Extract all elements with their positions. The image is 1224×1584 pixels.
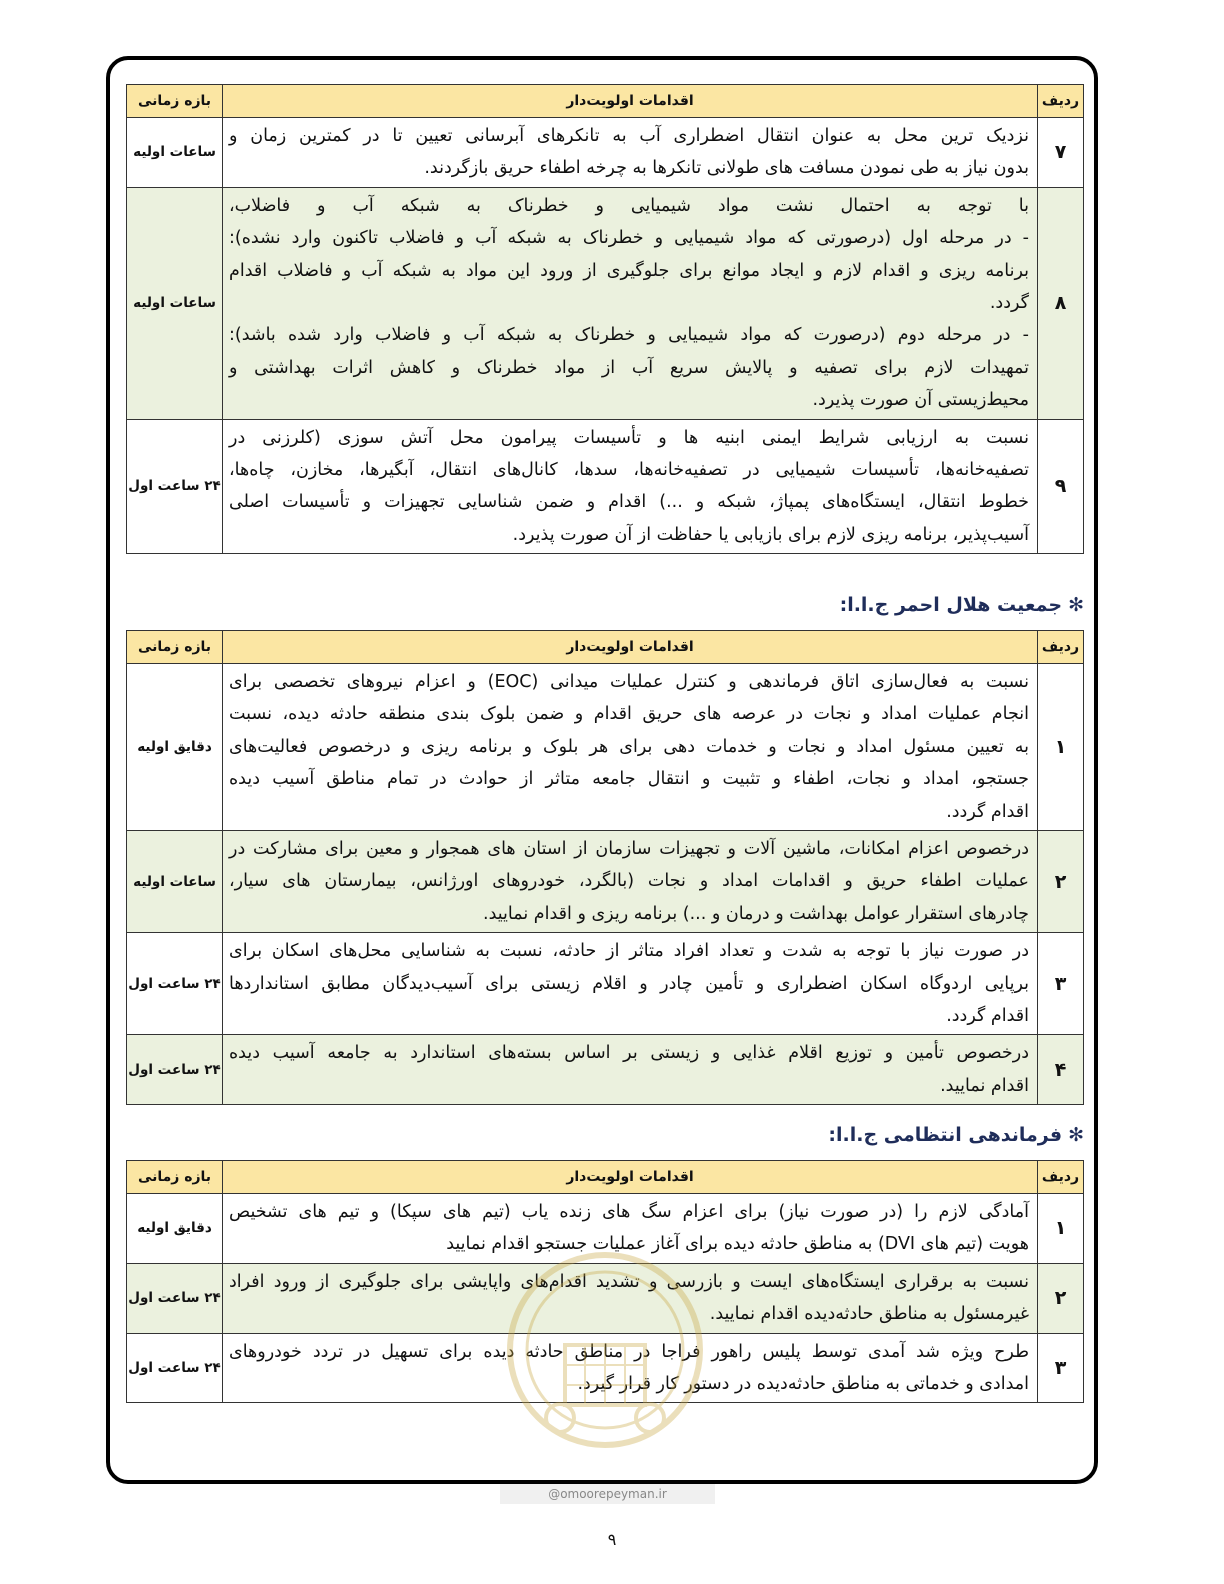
time-window: ساعات اولیه [127, 187, 223, 419]
header-radif: ردیف [1038, 1161, 1084, 1194]
time-window: دقایق اولیه [127, 664, 223, 831]
action-text-line: جستجو، امداد و نجات، اطفاء و تثبیت و انتقال جامعه متاثر از حوادث در تمام مناطق آسیب دیده [229, 769, 1029, 790]
time-window: دقایق اولیه [127, 1194, 223, 1264]
table-row [127, 1333, 1084, 1403]
table-row [127, 187, 1084, 419]
action-text [223, 187, 1038, 419]
header-radif: ردیف [1038, 631, 1084, 664]
action-text [223, 664, 1038, 831]
action-text-line: آمادگی لازم را (در صورت نیاز) برای اعزام سگ های زنده یاب (تیم های سپکا) و تیم های تشخیص [229, 1202, 1029, 1222]
time-window: ۲۴ ساعت اول [127, 1263, 223, 1333]
action-text-line: تمهیدات لازم برای تصفیه و پالایش سریع آب از مواد خطرناک و کاهش اثرات بهداشتی و [229, 357, 1029, 378]
action-text-line: نسبت به ارزیابی شرایط ایمنی ابنیه ها و تأسیسات پیرامون محل آتش سوزی (کلرزنی در [229, 427, 1029, 448]
row-number: ۴ [1038, 1035, 1084, 1105]
action-text-line: - در مرحله دوم (درصورت که مواد شیمیایی و خطرناک به شبکه آب و فاضلاب وارد شده باشد): [229, 325, 1029, 346]
action-text [223, 1035, 1038, 1105]
action-text-line: بدون نیاز به طی نمودن مسافت های طولانی تانکرها به چرخه اطفاء حریق بازگردند. [424, 158, 1029, 179]
table-row [127, 664, 1084, 831]
table-row [127, 933, 1084, 1035]
page-number: ۹ [607, 1530, 617, 1549]
action-text-line: نسبت به فعال‌سازی اتاق فرماندهی و کنترل عملیات میدانی (EOC) و اعزام نیروهای تخصصی برای [229, 672, 1029, 692]
table-header [127, 1161, 1084, 1194]
time-window: ۲۴ ساعت اول [127, 419, 223, 554]
action-text-line: درخصوص اعزام امکانات، ماشین آلات و تجهیزات سازمان از استان های همجوار و معین برای مشارکت در [229, 839, 1029, 860]
header-radif: ردیف [1038, 85, 1084, 118]
action-text-line: خطوط انتقال، ایستگاه‌های پمپاژ، شبکه و ...) اقدام و ضمن شناسایی تجهیزات و تأسیسات اصلی [229, 492, 1029, 513]
action-text [223, 1333, 1038, 1403]
action-text-line: برپایی اردوگاه اسکان اضطراری و تأمین چادر و اقلام زیستی برای آسیب‌دیدگان مطابق استانداردها [229, 973, 1029, 994]
action-text-line: امدادی و خدماتی به مناطق حادثه‌دیده در دستور کار قرار گیرد. [577, 1374, 1029, 1395]
table-row [127, 1035, 1084, 1105]
time-window: ۲۴ ساعت اول [127, 933, 223, 1035]
row-number: ۲ [1038, 831, 1084, 933]
time-window: ساعات اولیه [127, 831, 223, 933]
table-row [127, 1263, 1084, 1333]
header-actions: اقدامات اولویت‌دار [223, 631, 1038, 664]
actions-table-1 [126, 84, 1084, 554]
section-title-red-crescent: ✻جمعیت هلال احمر ج.ا.ا: [839, 594, 1084, 616]
action-text-line: هویت (تیم های DVI) به مناطق حادثه دیده برای آغاز عملیات جستجو اقدام نمایید [446, 1234, 1029, 1255]
action-text-line: غیرمسئول به مناطق حادثه‌دیده اقدام نمایید. [709, 1304, 1029, 1325]
action-text-line: در صورت نیاز با توجه به شدت و تعداد افراد متاثر از حادثه، نسبت به شناسایی محل‌های اسکان برای [229, 941, 1029, 962]
action-text [223, 1263, 1038, 1333]
action-text [223, 933, 1038, 1035]
time-window: ۲۴ ساعت اول [127, 1035, 223, 1105]
action-text-line: گردد. [989, 293, 1029, 314]
row-number: ۹ [1038, 419, 1084, 554]
table-row [127, 831, 1084, 933]
action-text-line: طرح ویژه شد آمدی توسط پلیس راهور فراجا در مناطق حادثه دیده برای تسهیل در تردد خودروهای [229, 1341, 1029, 1362]
actions-table-2 [126, 630, 1084, 1105]
action-text-line: محیط‌زیستی آن صورت پذیرد. [812, 390, 1029, 411]
action-text [223, 831, 1038, 933]
action-text [223, 118, 1038, 188]
action-text-line: اقدام نمایید. [940, 1075, 1029, 1096]
header-time: بازه زمانی [127, 631, 223, 664]
action-text-line: آسیب‌پذیر، برنامه ریزی لازم برای بازیابی یا حفاظت از آن صورت پذیرد. [512, 524, 1029, 545]
row-number: ۳ [1038, 1333, 1084, 1403]
row-number: ۷ [1038, 118, 1084, 188]
action-text-line: اقدام گردد. [946, 801, 1029, 822]
row-number: ۱ [1038, 1194, 1084, 1264]
table-row [127, 1194, 1084, 1264]
time-window: ۲۴ ساعت اول [127, 1333, 223, 1403]
action-text-line: اقدام گردد. [946, 1006, 1029, 1027]
table-header [127, 631, 1084, 664]
time-window: ساعات اولیه [127, 118, 223, 188]
row-number: ۸ [1038, 187, 1084, 419]
action-text-line: نزدیک ترین محل به عنوان انتقال اضطراری آب به تانکرهای آبرسانی تعیین تا در کمترین زمان و [229, 126, 1029, 146]
action-text-line: با توجه به احتمال نشت مواد شیمیایی و خطرناک به شبکه آب و فاضلاب، [229, 195, 1029, 216]
row-number: ۳ [1038, 933, 1084, 1035]
actions-table-3 [126, 1160, 1084, 1403]
action-text-line: انجام عملیات امداد و نجات در عرصه های حریق اقدام و ضمن بلوک بندی منطقه حادثه دیده، نسبت [229, 704, 1029, 725]
action-text-line: برنامه ریزی و اقدام لازم و ایجاد موانع برای جلوگیری از ورود این مواد به شبکه آب و فاضلاب اقدام [229, 260, 1029, 281]
section-title-police: ✻فرماندهی انتظامی ج.ا.ا: [828, 1124, 1084, 1146]
action-text-line: تصفیه‌خانه‌ها، تأسیسات شیمیایی در تصفیه‌خانه‌ها، سدها، کانال‌های انتقال، آبگیرها، مخازن، چاه‌ها، [229, 460, 1029, 481]
action-text-line: نسبت به برقراری ایستگاه‌های ایست و بازرسی و تشدید اقدام‌های واپایشی برای جلوگیری از ورود افراد [229, 1271, 1029, 1292]
header-actions: اقدامات اولویت‌دار [223, 1161, 1038, 1194]
action-text [223, 419, 1038, 554]
row-number: ۱ [1038, 664, 1084, 831]
action-text-line: چادرهای استقرار عوامل بهداشت و درمان و ...) برنامه ریزی و اقدام نمایید. [483, 903, 1029, 924]
action-text-line: عملیات اطفاء حریق و اقدامات امداد و نجات (بالگرد، خودروهای اورژانس، بیمارستان های سیار، [229, 871, 1029, 892]
row-number: ۲ [1038, 1263, 1084, 1333]
watermark-url: @omoorepeyman.ir [500, 1484, 715, 1504]
header-time: بازه زمانی [127, 1161, 223, 1194]
action-text [223, 1194, 1038, 1264]
action-text-line: به تعیین مسئول امداد و نجات و خدمات دهی برای هر بلوک و برنامه ریزی و درخصوص فعالیت‌های [229, 736, 1029, 757]
table-row [127, 118, 1084, 188]
table-row [127, 419, 1084, 554]
header-actions: اقدامات اولویت‌دار [223, 85, 1038, 118]
table-header [127, 85, 1084, 118]
header-time: بازه زمانی [127, 85, 223, 118]
action-text-line: - در مرحله اول (درصورتی که مواد شیمیایی و خطرناک به شبکه آب و فاضلاب تاکنون وارد نشده): [229, 228, 1029, 249]
action-text-line: درخصوص تأمین و توزیع اقلام غذایی و زیستی بر اساس بسته‌های استاندارد به جامعه آسیب دیده [229, 1043, 1029, 1064]
